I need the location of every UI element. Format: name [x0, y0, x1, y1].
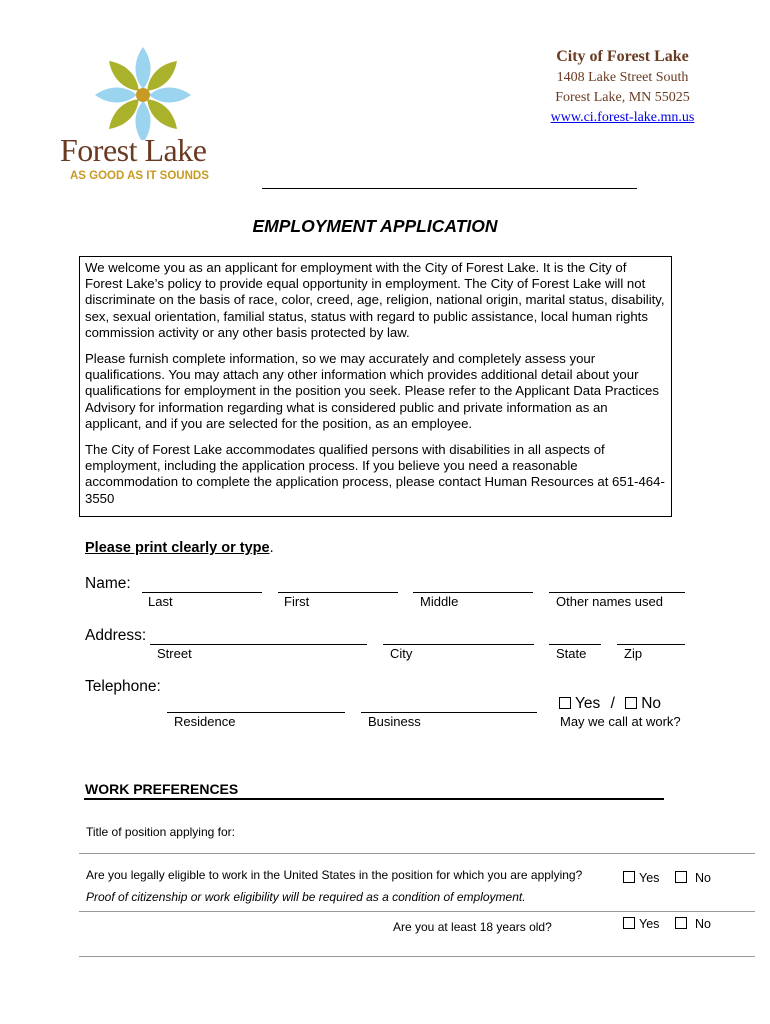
address-city-caption: City: [390, 646, 413, 661]
call-at-work-separator: /: [610, 695, 615, 712]
page-title: EMPLOYMENT APPLICATION: [252, 216, 498, 236]
name-label: Name:: [85, 575, 131, 592]
age-no-label: No: [695, 917, 711, 931]
org-street: 1408 Lake Street South: [556, 70, 689, 85]
intro-paragraph-info: Please furnish complete information, so we may accurately and completely assess your qualifications. You may attach any other information which provides additional detail about your qualifications for employment in the position you seek. Please refer to the Applicant Data Practices Advisory for information regarding what is considered public and private information as an applicant, and if you are selected for the position, as an employee.: [85, 351, 659, 431]
print-instructions: [85, 540, 274, 556]
name-other-field[interactable]: [549, 592, 685, 593]
telephone-label: Telephone:: [85, 678, 161, 695]
print-instructions-text: Please print clearly or type: [85, 540, 270, 556]
name-last-field[interactable]: [142, 592, 262, 593]
address-state-field[interactable]: [549, 644, 601, 645]
age-yes-option[interactable]: [623, 917, 659, 931]
flower-logo-icon: [58, 40, 233, 140]
name-other-caption: Other names used: [556, 594, 663, 609]
call-at-work-yes-checkbox[interactable]: [559, 697, 571, 709]
eligibility-yes-option[interactable]: [623, 871, 659, 885]
eligibility-yes-checkbox[interactable]: [623, 871, 635, 883]
age-yes-label: Yes: [639, 917, 660, 931]
call-at-work-options: [559, 695, 661, 713]
org-city: Forest Lake, MN 55025: [555, 90, 690, 105]
address-street-field[interactable]: [150, 644, 367, 645]
logo-tagline: AS GOOD AS IT SOUNDS: [70, 170, 209, 182]
position-title-field[interactable]: [79, 853, 755, 854]
eligibility-yes-label: Yes: [639, 871, 660, 885]
logo-wordmark: Forest Lake: [60, 132, 207, 168]
position-title-label: Title of position applying for:: [86, 825, 235, 839]
call-at-work-caption: May we call at work?: [560, 714, 681, 729]
call-at-work-no-checkbox[interactable]: [625, 697, 637, 709]
address-zip-caption: Zip: [624, 646, 643, 661]
address-state-caption: State: [556, 646, 587, 661]
name-first-field[interactable]: [278, 592, 398, 593]
eligibility-no-label: No: [695, 871, 711, 885]
name-middle-field[interactable]: [413, 592, 533, 593]
org-website-link[interactable]: www.ci.forest-lake.mn.us: [550, 110, 695, 125]
call-at-work-yes-label: Yes: [575, 695, 601, 712]
name-first-caption: First: [284, 594, 310, 609]
address-street-caption: Street: [157, 646, 192, 661]
org-name: City of Forest Lake: [556, 48, 689, 65]
age-question: Are you at least 18 years old?: [393, 920, 552, 934]
phone-residence-field[interactable]: [167, 712, 345, 713]
age-yes-checkbox[interactable]: [623, 917, 635, 929]
age-no-option[interactable]: [675, 917, 711, 931]
name-last-caption: Last: [148, 594, 173, 609]
work-preferences-rule: [84, 798, 664, 800]
phone-residence-caption: Residence: [174, 714, 236, 729]
work-preferences-heading: WORK PREFERENCES: [85, 781, 239, 797]
org-header: [520, 47, 725, 128]
address-city-field[interactable]: [383, 644, 534, 645]
eligibility-question: Are you legally eligible to work in the United States in the position for which you are applying?: [86, 868, 583, 882]
city-logo: [58, 40, 233, 190]
intro-paragraph-eeo: We welcome you as an applicant for employment with the City of Forest Lake. It is the City of Forest Lake’s policy to provide equal opportunity in employment. The City of Forest Lake will not discriminate on the basis of race, color, creed, age, religion, national origin, marital status, disability, sex, sexual orientation, familial status, status with regard to public assistance, local human rights commission activity or any other basis protected by law.: [85, 260, 665, 340]
phone-business-field[interactable]: [361, 712, 537, 713]
address-zip-field[interactable]: [617, 644, 685, 645]
address-label: Address:: [85, 627, 147, 644]
call-at-work-no-label: No: [641, 695, 662, 712]
eligibility-row-divider: [79, 911, 755, 912]
eligibility-no-option[interactable]: [675, 871, 711, 885]
header-divider: [262, 188, 637, 189]
name-middle-caption: Middle: [420, 594, 459, 609]
intro-box: [79, 256, 672, 517]
eligibility-proof-note: Proof of citizenship or work eligibility will be required as a condition of employment.: [86, 890, 526, 904]
print-instructions-period: .: [269, 540, 274, 556]
intro-paragraph-accommodation: The City of Forest Lake accommodates qualified persons with disabilities in all aspects of employment, including the application process. If you believe you need a reasonable accommodation to complete the application process, please contact Human Resources at 651-464-3550: [85, 442, 665, 506]
eligibility-no-checkbox[interactable]: [675, 871, 687, 883]
phone-business-caption: Business: [368, 714, 421, 729]
age-row-divider: [79, 956, 755, 957]
age-no-checkbox[interactable]: [675, 917, 687, 929]
